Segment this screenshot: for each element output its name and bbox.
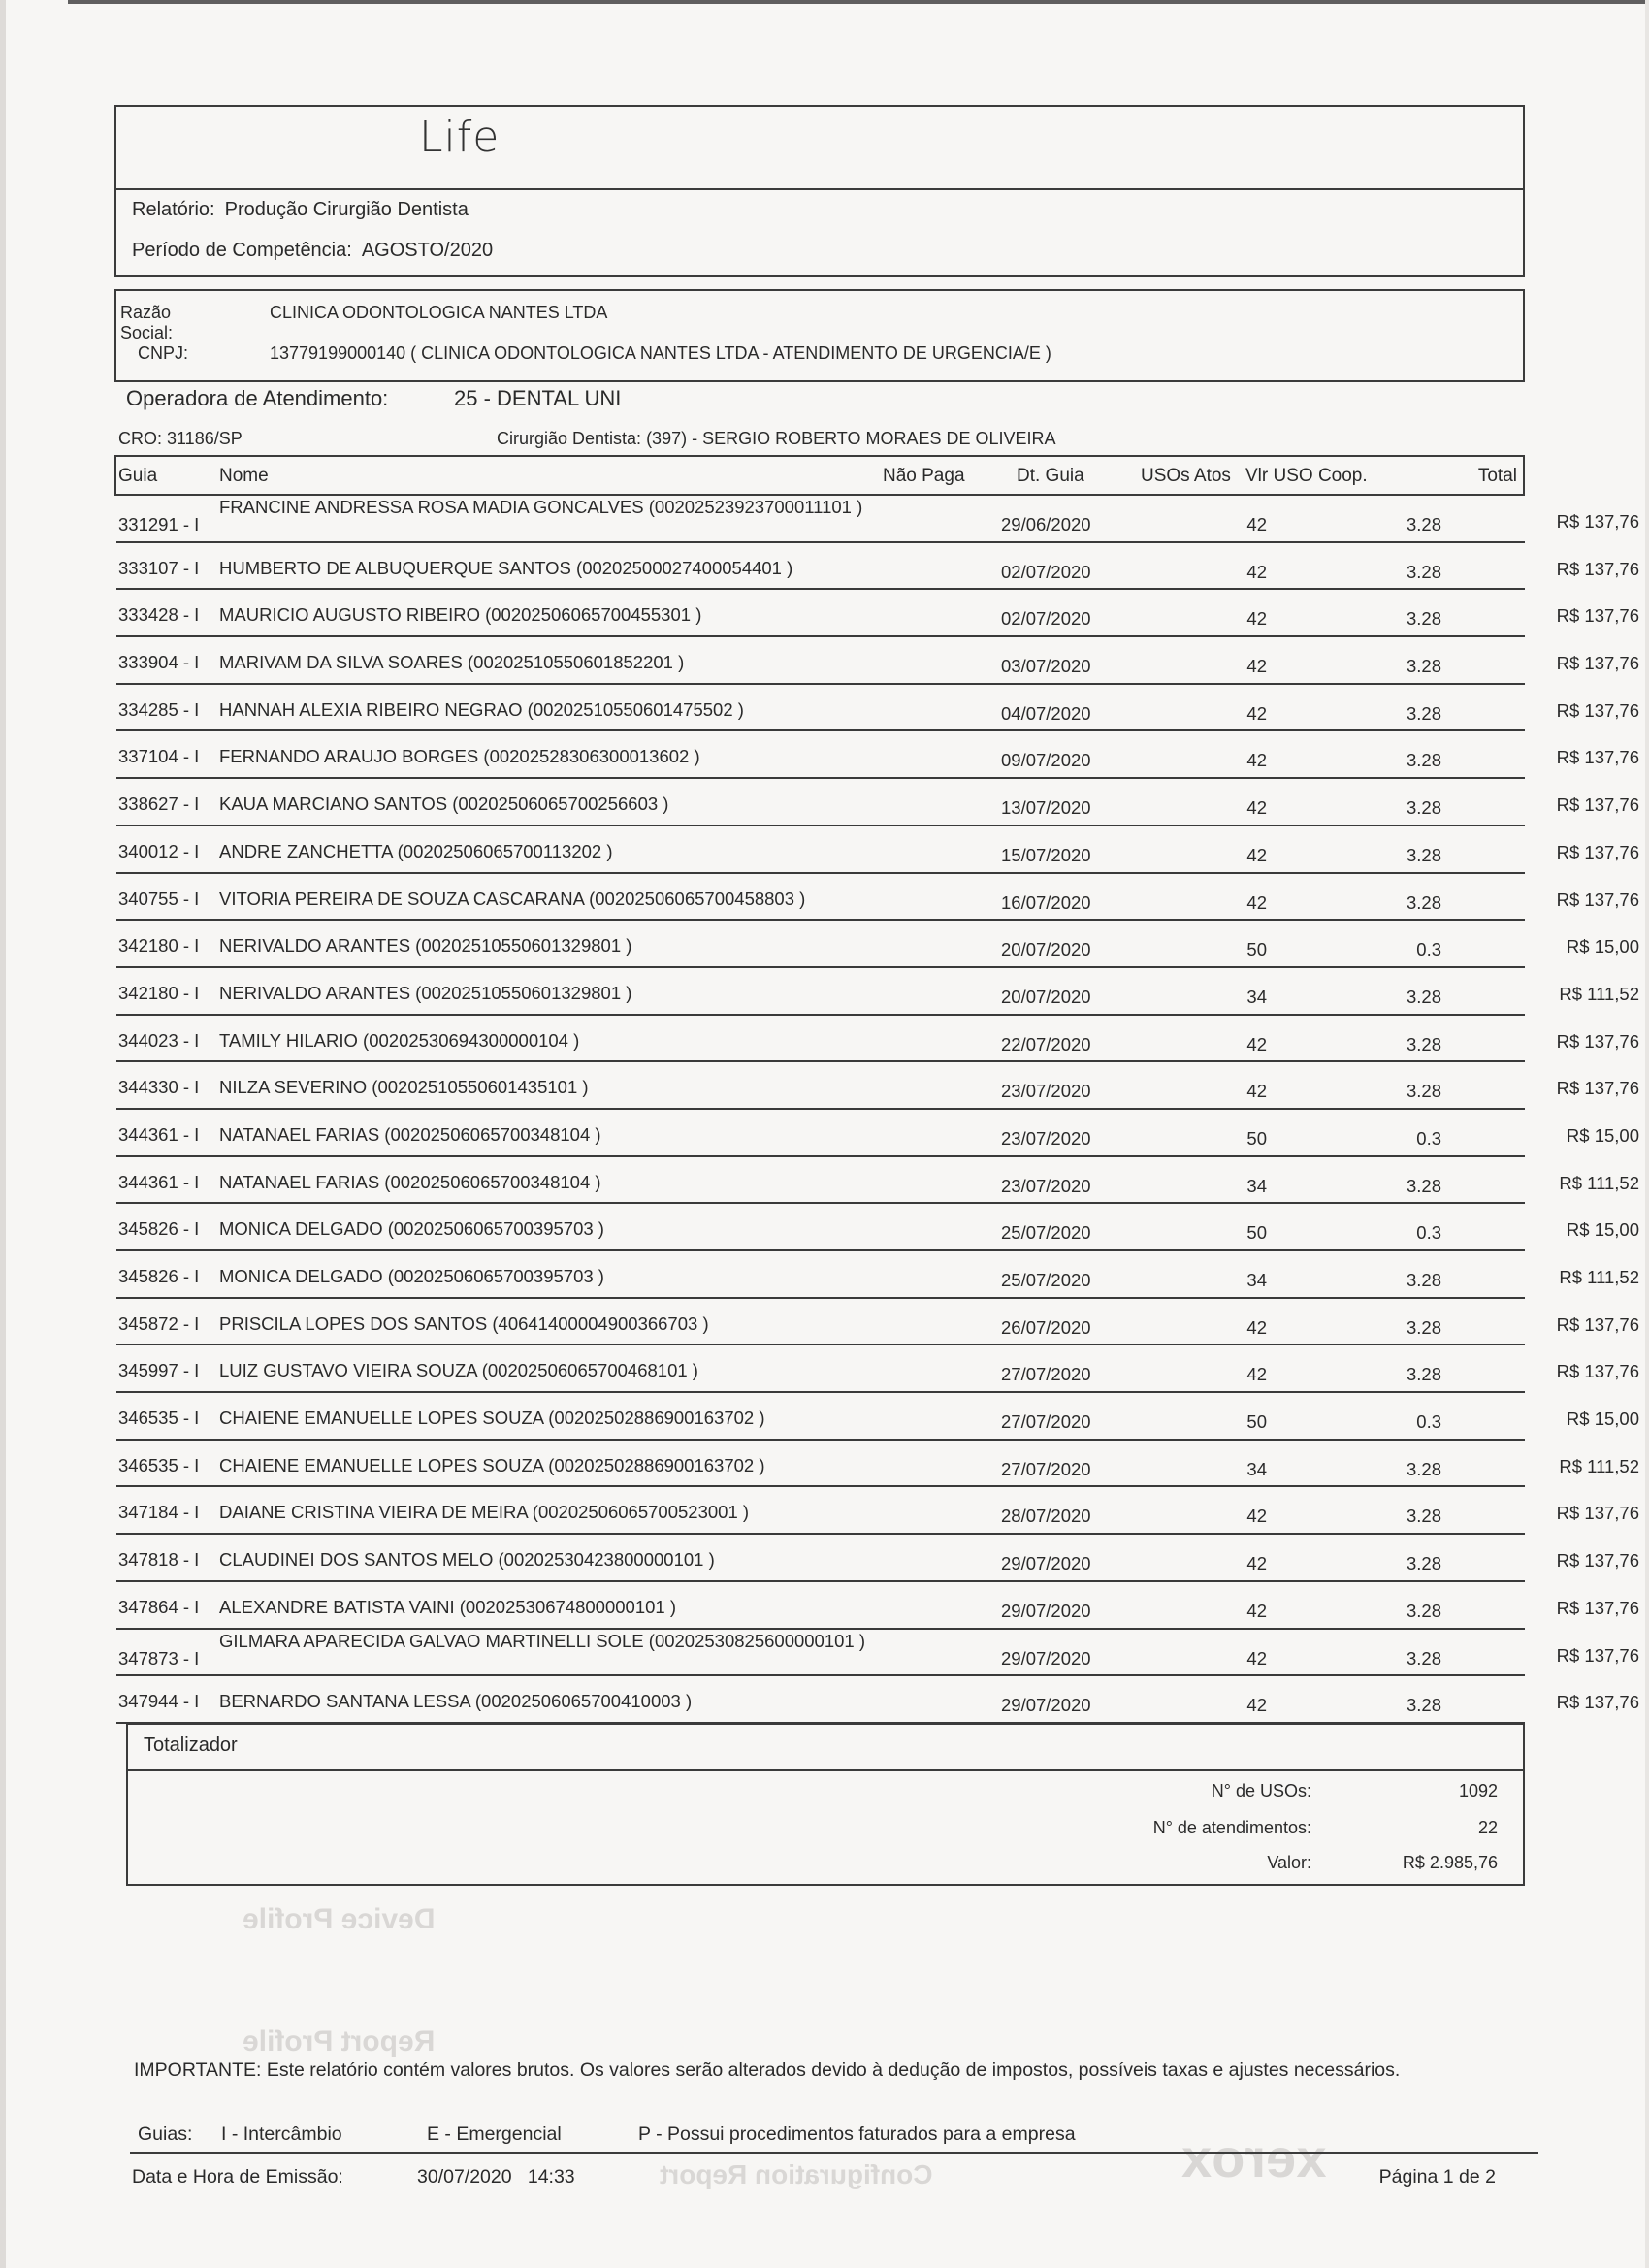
nome-cell: FERNANDO ARAUJO BORGES (00202528306300013602 )	[219, 746, 700, 767]
cro: CRO: 31186/SP	[118, 429, 242, 448]
vlr-uso-cell: 3.28	[1406, 1506, 1441, 1527]
dt-guia-cell: 29/07/2020	[1001, 1647, 1091, 1669]
table-row	[116, 1062, 1639, 1110]
emission-value: 30/07/2020 14:33	[417, 2166, 575, 2187]
vlr-uso-cell: 3.28	[1406, 1647, 1441, 1669]
report-title: Produção Cirurgião Dentista	[224, 199, 469, 220]
period-label: Período de Competência:	[132, 240, 352, 261]
atendimentos-label: N° de atendimentos:	[1152, 1818, 1311, 1837]
vlr-uso-cell: 3.28	[1406, 608, 1441, 630]
dt-guia-cell: 16/07/2020	[1001, 891, 1091, 913]
usos-atos-cell: 50	[1246, 1222, 1267, 1244]
total-cell: R$ 137,76	[1556, 511, 1639, 532]
usos-atos-cell: 42	[1246, 1364, 1267, 1385]
vlr-uso-cell: 3.28	[1406, 1316, 1441, 1338]
valor-value: R$ 2.985,76	[1402, 1853, 1498, 1872]
guia-cell: 347818 - I	[118, 1549, 200, 1571]
usos-atos-cell: 34	[1246, 1270, 1267, 1290]
period-row	[132, 240, 493, 262]
table-row	[116, 968, 1639, 1016]
total-cell: R$ 137,76	[1556, 889, 1639, 910]
dt-guia-cell: 09/07/2020	[1001, 750, 1091, 771]
total-cell: R$ 111,52	[1559, 1267, 1639, 1287]
vlr-uso-cell: 3.28	[1406, 797, 1441, 819]
usos-atos-cell: 42	[1246, 750, 1267, 771]
nome-cell: MONICA DELGADO (00202506065700395703 )	[219, 1266, 604, 1286]
usos-atos-cell: 42	[1246, 844, 1267, 865]
vlr-uso-cell: 0.3	[1416, 939, 1441, 960]
totalizer-title: Totalizador	[144, 1734, 238, 1756]
table-row	[116, 1345, 1639, 1393]
dt-guia-cell: 15/07/2020	[1001, 844, 1091, 865]
dt-guia-cell: 22/07/2020	[1001, 1033, 1091, 1054]
dt-guia-cell: 02/07/2020	[1001, 608, 1091, 630]
nome-cell: HANNAH ALEXIA RIBEIRO NEGRAO (00202510550601475502 )	[219, 698, 744, 720]
bleed-through-text: xerox	[1181, 2127, 1327, 2188]
col-guia: Guia	[118, 466, 158, 486]
usos-atos-cell: 42	[1246, 1081, 1267, 1102]
vlr-uso-cell: 3.28	[1406, 1081, 1441, 1102]
table-row	[116, 921, 1639, 968]
operadora-label: Operadora de Atendimento:	[126, 386, 389, 410]
dt-guia-cell: 26/07/2020	[1001, 1316, 1091, 1338]
nome-cell: ANDRE ZANCHETTA (00202506065700113202 )	[219, 840, 613, 861]
dt-guia-cell: 23/07/2020	[1001, 1127, 1091, 1149]
guia-cell: 342180 - I	[118, 935, 200, 956]
total-cell: R$ 111,52	[1559, 983, 1639, 1004]
nome-cell: MAURICIO AUGUSTO RIBEIRO (00202506065700455301 )	[219, 604, 702, 626]
legend-emergencial: E - Emergencial	[427, 2123, 562, 2145]
razao-social-label: Razão Social:	[120, 303, 174, 342]
divider	[128, 1769, 1523, 1771]
nome-cell: NATANAEL FARIAS (00202506065700348104 )	[219, 1123, 601, 1145]
dt-guia-cell: 20/07/2020	[1001, 986, 1091, 1007]
guia-cell: 342180 - I	[118, 982, 200, 1003]
table-row	[116, 826, 1639, 874]
table-row	[116, 1204, 1639, 1251]
col-total: Total	[1477, 466, 1517, 486]
nome-cell: NILZA SEVERINO (00202510550601435101 )	[219, 1077, 589, 1098]
vlr-uso-cell: 3.28	[1406, 561, 1441, 582]
table-row	[116, 731, 1639, 779]
table-row	[116, 874, 1639, 922]
total-cell: R$ 137,76	[1556, 1597, 1639, 1618]
col-nao-paga: Não Paga	[883, 466, 965, 486]
usos-atos-cell: 42	[1246, 1033, 1267, 1054]
operadora-value: 25 - DENTAL UNI	[454, 386, 622, 410]
guia-cell: 345872 - I	[118, 1312, 200, 1334]
nome-cell: KAUA MARCIANO SANTOS (00202506065700256603 )	[219, 794, 669, 815]
dt-guia-cell: 20/07/2020	[1001, 939, 1091, 960]
table-row	[116, 496, 1639, 543]
table-row	[116, 637, 1639, 685]
usos-count-value: 1092	[1458, 1781, 1498, 1800]
life-logo: Life	[419, 113, 501, 162]
nome-cell: FRANCINE ANDRESSA ROSA MADIA GONCALVES (00202523923700011101 )	[219, 497, 863, 517]
vlr-uso-cell: 3.28	[1406, 514, 1441, 535]
nome-cell: NERIVALDO ARANTES (00202510550601329801 )	[219, 935, 632, 956]
dt-guia-cell: 23/07/2020	[1001, 1081, 1091, 1102]
total-cell: R$ 137,76	[1556, 699, 1639, 721]
total-cell: R$ 137,76	[1556, 794, 1639, 816]
total-cell: R$ 137,76	[1556, 1361, 1639, 1382]
guia-cell: 344361 - I	[118, 1123, 200, 1145]
total-cell: R$ 15,00	[1566, 1219, 1639, 1241]
nome-cell: VITORIA PEREIRA DE SOUZA CASCARANA (00202506065700458803 )	[219, 888, 806, 909]
table-header	[114, 455, 1525, 496]
atendimentos-value: 22	[1477, 1818, 1498, 1837]
important-note: IMPORTANTE: Este relatório contém valores brutos. Os valores serão alterados devido à dedução de impostos, possíveis taxas e ajustes necessários.	[134, 2059, 1401, 2081]
guia-cell: 344330 - I	[118, 1077, 200, 1098]
nome-cell: DAIANE CRISTINA VIEIRA DE MEIRA (00202506065700523001 )	[219, 1502, 750, 1523]
usos-atos-cell: 50	[1246, 939, 1267, 960]
operadora-row	[126, 386, 622, 411]
nome-cell: CLAUDINEI DOS SANTOS MELO (00202530423800000101 )	[219, 1549, 715, 1571]
emission-label: Data e Hora de Emissão:	[132, 2166, 343, 2187]
divider	[116, 188, 1523, 190]
cnpj-value: 13779199000140 ( CLINICA ODONTOLOGICA NANTES LTDA - ATENDIMENTO DE URGENCIA/E )	[270, 343, 1051, 363]
usos-atos-cell: 42	[1246, 1316, 1267, 1338]
nome-cell: GILMARA APARECIDA GALVAO MARTINELLI SOLE (00202530825600000101 )	[219, 1630, 866, 1651]
col-usos-atos: USOs Atos	[1141, 466, 1231, 486]
bleed-through-text: Device Profile	[242, 1903, 436, 1935]
dt-guia-cell: 27/07/2020	[1001, 1411, 1091, 1433]
total-cell: R$ 137,76	[1556, 747, 1639, 768]
vlr-uso-cell: 0.3	[1416, 1127, 1441, 1149]
nome-cell: HUMBERTO DE ALBUQUERQUE SANTOS (00202500027400054401 )	[219, 557, 793, 578]
guia-cell: 347873 - I	[118, 1647, 200, 1669]
total-cell: R$ 137,76	[1556, 841, 1639, 862]
vlr-uso-cell: 3.28	[1406, 750, 1441, 771]
usos-atos-cell: 42	[1246, 1506, 1267, 1527]
guia-cell: 347864 - I	[118, 1596, 200, 1617]
razao-social-value: CLINICA ODONTOLOGICA NANTES LTDA	[270, 303, 608, 322]
nome-cell: ALEXANDRE BATISTA VAINI (00202530674800000101 )	[219, 1596, 677, 1617]
usos-atos-cell: 42	[1246, 656, 1267, 677]
guia-cell: 346535 - I	[118, 1408, 200, 1429]
vlr-uso-cell: 3.28	[1406, 1033, 1441, 1054]
table-row	[116, 1110, 1639, 1157]
table-row	[116, 543, 1639, 591]
company-info	[114, 289, 1525, 382]
divider	[130, 2152, 1538, 2154]
total-cell: R$ 137,76	[1556, 605, 1639, 627]
nome-cell: MONICA DELGADO (00202506065700395703 )	[219, 1218, 604, 1240]
total-cell: R$ 137,76	[1556, 1550, 1639, 1571]
nome-cell: BERNARDO SANTANA LESSA (00202506065700410003 )	[219, 1691, 693, 1712]
dt-guia-cell: 27/07/2020	[1001, 1458, 1091, 1479]
total-cell: R$ 15,00	[1566, 1409, 1639, 1430]
guia-cell: 345997 - I	[118, 1360, 200, 1381]
dentist: Cirurgião Dentista: (397) - SERGIO ROBERTO MORAES DE OLIVEIRA	[497, 429, 1056, 448]
dt-guia-cell: 27/07/2020	[1001, 1364, 1091, 1385]
total-cell: R$ 137,76	[1556, 653, 1639, 674]
vlr-uso-cell: 3.28	[1406, 656, 1441, 677]
table-row	[116, 590, 1639, 637]
vlr-uso-cell: 3.28	[1406, 1270, 1441, 1290]
usos-atos-cell: 42	[1246, 1695, 1267, 1716]
table-body	[116, 496, 1639, 1724]
usos-atos-cell: 34	[1246, 986, 1267, 1007]
table-row	[116, 1299, 1639, 1346]
usos-atos-cell: 42	[1246, 702, 1267, 724]
cnpj-label: CNPJ:	[138, 343, 189, 363]
nome-cell: PRISCILA LOPES DOS SANTOS (40641400004900366703 )	[219, 1312, 709, 1334]
dt-guia-cell: 03/07/2020	[1001, 656, 1091, 677]
dt-guia-cell: 13/07/2020	[1001, 797, 1091, 819]
usos-atos-cell: 34	[1246, 1175, 1267, 1196]
page-number: Página 1 de 2	[1378, 2166, 1496, 2187]
dt-guia-cell: 29/07/2020	[1001, 1695, 1091, 1716]
dt-guia-cell: 29/07/2020	[1001, 1600, 1091, 1621]
total-cell: R$ 137,76	[1556, 1078, 1639, 1099]
usos-atos-cell: 42	[1246, 561, 1267, 582]
total-cell: R$ 15,00	[1566, 1124, 1639, 1146]
usos-atos-cell: 42	[1246, 891, 1267, 913]
report-label: Relatório:	[132, 199, 215, 220]
dt-guia-cell: 29/07/2020	[1001, 1553, 1091, 1574]
vlr-uso-cell: 3.28	[1406, 1553, 1441, 1574]
nome-cell: NATANAEL FARIAS (00202506065700348104 )	[219, 1171, 601, 1192]
bleed-through-text: Report Profile	[242, 2025, 436, 2057]
total-cell: R$ 137,76	[1556, 558, 1639, 579]
report-header	[114, 105, 1525, 277]
usos-count-label: N° de USOs:	[1211, 1781, 1311, 1800]
guia-cell: 347944 - I	[118, 1691, 200, 1712]
total-cell: R$ 111,52	[1559, 1172, 1639, 1193]
legend-intercambio: I - Intercâmbio	[221, 2123, 342, 2145]
period-value: AGOSTO/2020	[361, 240, 494, 261]
nome-cell: NERIVALDO ARANTES (00202510550601329801 )	[219, 982, 632, 1003]
guia-cell: 345826 - I	[118, 1266, 200, 1286]
nome-cell: MARIVAM DA SILVA SOARES (00202510550601852201 )	[219, 652, 685, 673]
vlr-uso-cell: 3.28	[1406, 891, 1441, 913]
nome-cell: CHAIENE EMANUELLE LOPES SOUZA (00202502886900163702 )	[219, 1408, 765, 1429]
legend-faturados: P - Possui procedimentos faturados para a empresa	[638, 2123, 1076, 2145]
dt-guia-cell: 04/07/2020	[1001, 702, 1091, 724]
usos-atos-cell: 42	[1246, 1647, 1267, 1669]
nome-cell: TAMILY HILARIO (00202530694300000104 )	[219, 1029, 580, 1051]
vlr-uso-cell: 3.28	[1406, 1175, 1441, 1196]
vlr-uso-cell: 3.28	[1406, 1600, 1441, 1621]
table-row	[116, 1393, 1639, 1441]
table-row	[116, 779, 1639, 826]
nome-cell: LUIZ GUSTAVO VIEIRA SOUZA (00202506065700468101 )	[219, 1360, 698, 1381]
guia-cell: 331291 - I	[118, 514, 200, 535]
vlr-uso-cell: 3.28	[1406, 1364, 1441, 1385]
guia-cell: 333428 - I	[118, 604, 200, 626]
table-row	[116, 1676, 1639, 1724]
vlr-uso-cell: 3.28	[1406, 844, 1441, 865]
table-row	[116, 1535, 1639, 1582]
col-vlr-uso: Vlr USO Coop.	[1245, 466, 1368, 486]
totalizer	[126, 1723, 1525, 1886]
dt-guia-cell: 25/07/2020	[1001, 1270, 1091, 1290]
usos-atos-cell: 42	[1246, 1553, 1267, 1574]
vlr-uso-cell: 3.28	[1406, 986, 1441, 1007]
guia-cell: 337104 - I	[118, 746, 200, 767]
guia-cell: 334285 - I	[118, 698, 200, 720]
legend-label: Guias:	[138, 2123, 193, 2145]
dt-guia-cell: 02/07/2020	[1001, 561, 1091, 582]
total-cell: R$ 15,00	[1566, 936, 1639, 957]
total-cell: R$ 137,76	[1556, 1313, 1639, 1335]
guia-cell: 344023 - I	[118, 1029, 200, 1051]
vlr-uso-cell: 3.28	[1406, 1695, 1441, 1716]
table-row	[116, 1487, 1639, 1535]
guia-cell: 340012 - I	[118, 840, 200, 861]
vlr-uso-cell: 3.28	[1406, 1458, 1441, 1479]
dt-guia-cell: 23/07/2020	[1001, 1175, 1091, 1196]
total-cell: R$ 137,76	[1556, 1503, 1639, 1524]
guia-cell: 340755 - I	[118, 888, 200, 909]
table-row	[116, 1630, 1639, 1677]
nome-cell: CHAIENE EMANUELLE LOPES SOUZA (00202502886900163702 )	[219, 1454, 765, 1475]
vlr-uso-cell: 0.3	[1416, 1222, 1441, 1244]
table-row	[116, 685, 1639, 732]
guia-cell: 333904 - I	[118, 652, 200, 673]
total-cell: R$ 137,76	[1556, 1644, 1639, 1666]
total-cell: R$ 137,76	[1556, 1030, 1639, 1052]
dt-guia-cell: 25/07/2020	[1001, 1222, 1091, 1244]
col-nome: Nome	[219, 466, 269, 486]
guia-cell: 346535 - I	[118, 1454, 200, 1475]
table-row	[116, 1157, 1639, 1205]
vlr-uso-cell: 0.3	[1416, 1411, 1441, 1433]
bleed-through-text: Configuration Report	[660, 2159, 933, 2189]
usos-atos-cell: 42	[1246, 608, 1267, 630]
usos-atos-cell: 50	[1246, 1411, 1267, 1433]
table-row	[116, 1016, 1639, 1063]
table-row	[116, 1441, 1639, 1488]
guia-cell: 344361 - I	[118, 1171, 200, 1192]
guia-cell: 347184 - I	[118, 1502, 200, 1523]
guia-cell: 333107 - I	[118, 557, 200, 578]
col-dt-guia: Dt. Guia	[1017, 466, 1084, 486]
usos-atos-cell: 42	[1246, 1600, 1267, 1621]
dt-guia-cell: 29/06/2020	[1001, 514, 1091, 535]
usos-atos-cell: 50	[1246, 1127, 1267, 1149]
total-cell: R$ 111,52	[1559, 1455, 1639, 1476]
guia-cell: 338627 - I	[118, 794, 200, 815]
usos-atos-cell: 42	[1246, 797, 1267, 819]
table-row	[116, 1251, 1639, 1299]
guia-cell: 345826 - I	[118, 1218, 200, 1240]
valor-label: Valor:	[1267, 1853, 1311, 1872]
report-title-row	[132, 199, 469, 221]
dt-guia-cell: 28/07/2020	[1001, 1506, 1091, 1527]
table-row	[116, 1582, 1639, 1630]
vlr-uso-cell: 3.28	[1406, 702, 1441, 724]
total-cell: R$ 137,76	[1556, 1692, 1639, 1713]
usos-atos-cell: 34	[1246, 1458, 1267, 1479]
usos-atos-cell: 42	[1246, 514, 1267, 535]
